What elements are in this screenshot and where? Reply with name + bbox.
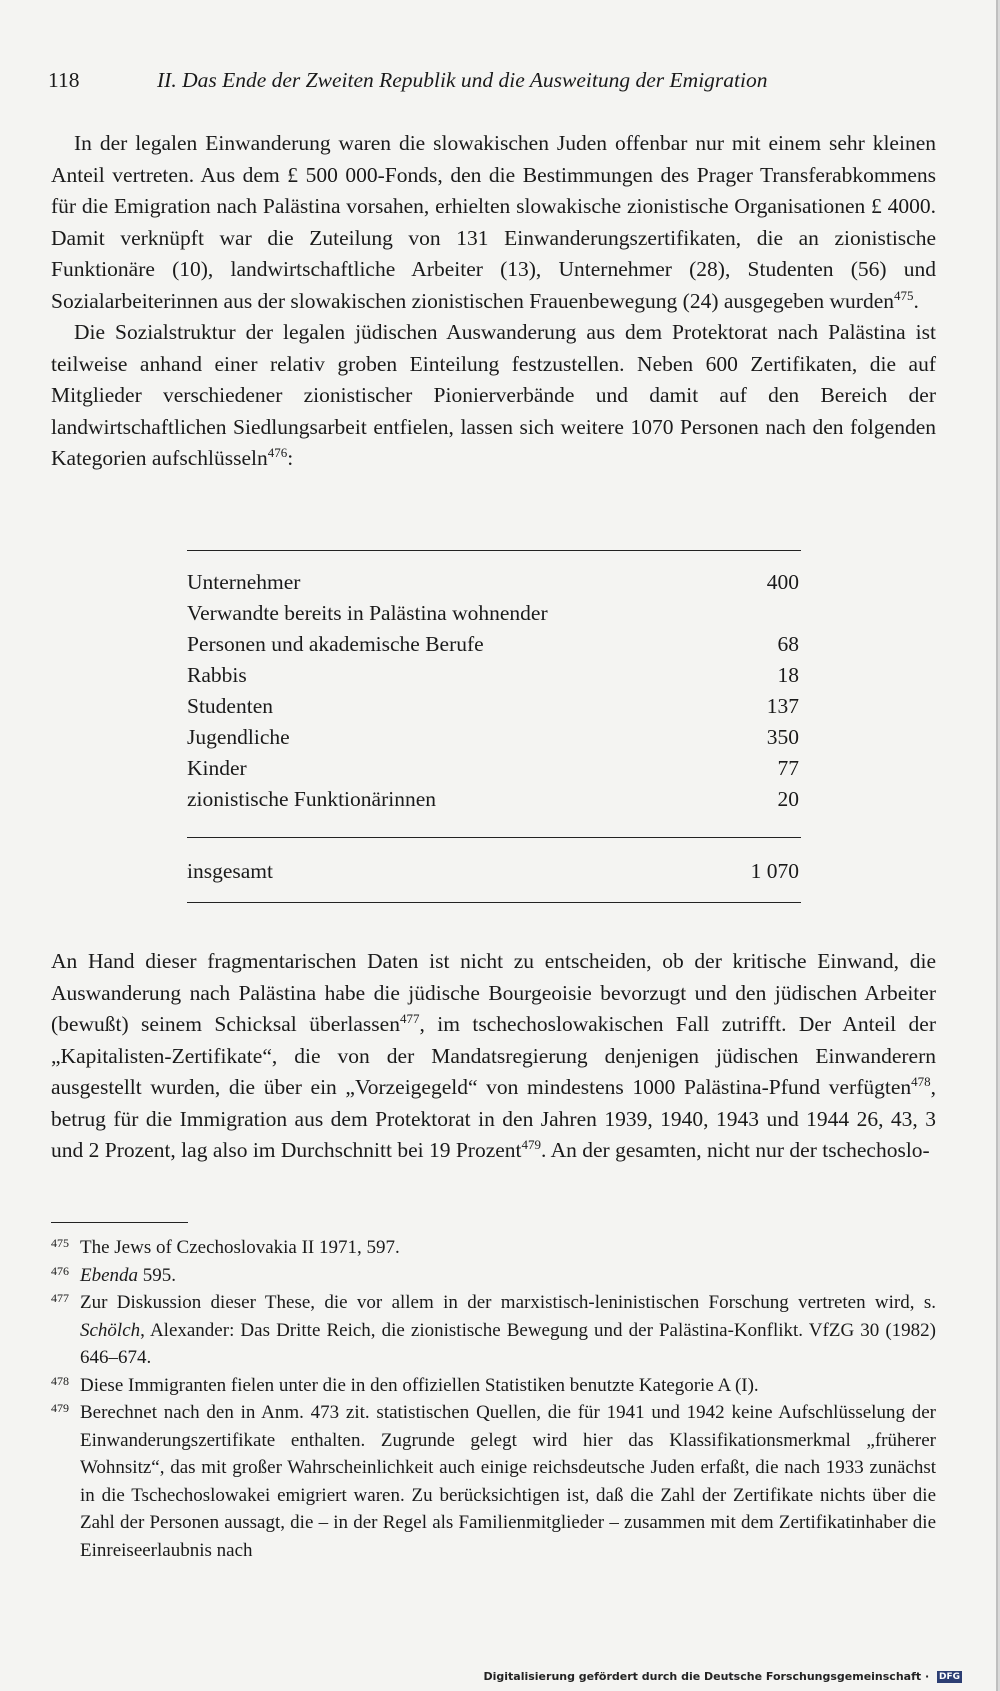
footnote-number: 476 (51, 1263, 69, 1278)
footnote-475 (51, 1234, 936, 1262)
table-top-rule (187, 550, 801, 551)
table-row (187, 784, 801, 815)
table-total-rule (187, 837, 801, 838)
footnote-ref-478[interactable]: 478 (911, 1074, 931, 1089)
footnote-separator (51, 1222, 188, 1223)
row-label: Personen und akademische Berufe (187, 632, 484, 656)
paragraph-3-part4: . An der gesamten, nicht nur der tschechoslo- (541, 1138, 930, 1162)
row-value: 77 (777, 756, 799, 780)
footnote-478 (51, 1372, 936, 1400)
footnote-number: 477 (51, 1291, 69, 1305)
page-number: 118 (48, 68, 80, 92)
row-label: zionistische Funktionärinnen (187, 787, 437, 811)
footnote-text: 595. (138, 1264, 177, 1286)
footnote-ref-476[interactable]: 476 (267, 445, 288, 460)
table-row (187, 629, 801, 660)
row-value: 400 (766, 570, 799, 594)
body-text-bottom (51, 946, 936, 1167)
running-title: II. Das Ende der Zweiten Republik und die Ausweitung der Emigration (157, 68, 768, 92)
row-value: 137 (766, 694, 799, 718)
paragraph-2-end: : (287, 446, 294, 470)
footnote-479 (51, 1399, 936, 1564)
table-bottom-rule (187, 902, 801, 903)
table-row (187, 660, 801, 691)
row-value: 18 (777, 663, 799, 687)
row-value: 350 (766, 725, 799, 749)
footnote-ref-477[interactable]: 477 (399, 1011, 420, 1026)
footnote-number: 478 (51, 1373, 69, 1388)
table-row (187, 753, 801, 784)
paragraph-2 (51, 317, 936, 475)
total-value: 1 070 (750, 859, 799, 883)
table-row (187, 691, 801, 722)
table-row (187, 567, 801, 598)
footnote-text: Berechnet nach den in Anm. 473 zit. statistischen Quellen, die für 1941 und 1942 keine Aufschlüsselung der Einwanderungszertifikate enthalten. Zugrunde gelegt wird hier das Klassifikationsmerkmal „früherer Wohnsitz“, das mit großer Wahrscheinlichkeit auch einige reichsdeutsche Juden erfaßt, die nach 1933 zunächst in die Tschechoslowakei emigriert waren. Zu berücksichtigen ist, daß die Zahl der Zertifikate nichts über die Zahl der Personen aussagt, die – in der Regel als Familienmitglieder – zusammen mit dem Zertifikatinhaber die Einreiseerlaubnis nach (80, 1402, 936, 1561)
footnote-ref-475[interactable]: 475 (894, 287, 914, 303)
paragraph-3-part1: An Hand dieser fragmentarischen Daten ist nicht zu entscheiden, ob der kritische Einwand, die Auswanderung nach Palästina habe die jüdische Bourgeoisie bevorzugt und den jüdischen Arbeiter (bewußt) seinem Schicksal überlassen (51, 949, 936, 1036)
footnote-number: 479 (51, 1401, 69, 1415)
table-row (187, 722, 801, 753)
dfg-logo: DFG (938, 1672, 960, 1682)
row-label: Jugendliche (187, 725, 290, 749)
paragraph-2-text: Die Sozialstruktur der legalen jüdischen Auswanderung aus dem Protektorat nach Palästina ist teilweise anhand einer relativ groben Einteilung festzustellen. Neben 600 Zertifikaten, die auf Mitglieder verschiedener zionistischer Pionierverbände und damit auf den Bereich der landwirtschaftlichen Siedlungsarbeit entfielen, lassen sich weitere 1070 Personen nach den folgenden Kategorien aufschlüsseln (51, 320, 936, 470)
table-total-row (187, 856, 801, 887)
footnotes (51, 1234, 936, 1564)
footnote-ref-479[interactable]: 479 (521, 1137, 542, 1152)
footnote-number: 475 (51, 1236, 69, 1250)
paragraph-1-text: In der legalen Einwanderung waren die slowakischen Juden offenbar nur mit einem sehr kleinen Anteil vertreten. Aus dem £ 500 000-Fonds, den die Bestimmungen des Prager Transferabkommens für die Emigration nach Palästina vorsahen, erhielten slowakische zionistische Organisationen £ 4000. Damit verknüpft war die Zuteilung von 131 Einwanderungszertifikaten, die an zionistische Funktionäre (10), landwirtschaftliche Arbeiter (13), Unternehmer (28), Studenten (56) und Sozialarbeiterinnen aus der slowakischen zionistischen Frauenbewegung (24) ausgegeben wurden (51, 131, 936, 313)
footnote-text: The Jews of Czechoslovakia II 1971, 597. (80, 1237, 400, 1258)
row-label: Rabbis (187, 663, 247, 687)
paragraph-1-end: . (913, 288, 919, 313)
footnote-text: , Alexander: Das Dritte Reich, die zionistische Bewegung und der Palästina-Konflikt. VfZG 30 (1982) 646–674. (80, 1319, 936, 1368)
footnote-italic: Ebenda (80, 1264, 139, 1286)
row-label: Kinder (187, 756, 247, 780)
footnote-text: Diese Immigranten fielen unter die in den offiziellen Statistiken benutzte Kategorie A (I). (80, 1374, 759, 1396)
digitization-credit (483, 1670, 962, 1683)
paragraph-3-part2: , im tschechoslowakischen Fall zutrifft. Der Anteil der „Kapitalisten-Zertifikate“, die von der Mandatsregierung denjenigen jüdischen Einwanderern ausgestellt wurden, die über ein „Vorzeigegeld“ von mindestens 1000 Palästina-Pfund verfügten (51, 1012, 936, 1099)
paragraph-3 (51, 946, 936, 1167)
row-value: 20 (777, 787, 799, 811)
row-label: Studenten (187, 694, 273, 718)
page-edge (996, 0, 998, 1691)
footnote-476 (51, 1262, 936, 1290)
credit-text: Digitalisierung gefördert durch die Deutsche Forschungsgemeinschaft · (483, 1670, 930, 1683)
total-label: insgesamt (187, 859, 273, 883)
footnote-477 (51, 1289, 936, 1372)
body-text-top (51, 128, 936, 475)
footnote-text-pre: Zur Diskussion dieser These, die vor allem in der marxistisch-leninistischen Forschung vertreten wird, s. (80, 1292, 936, 1313)
paragraph-3-part3: , betrug für die Immigration aus dem Protektorat in den Jahren 1939, 1940, 1943 und 1944 26, 43, 3 und 2 Prozent, lag also im Durchschnitt bei 19 Prozent (51, 1075, 936, 1162)
paragraph-1 (51, 128, 936, 317)
row-label: Verwandte bereits in Palästina wohnender (187, 601, 548, 625)
table-row (187, 598, 801, 629)
row-value: 68 (777, 632, 799, 656)
footnote-author: Schölch (80, 1319, 141, 1341)
row-label: Unternehmer (187, 570, 301, 594)
